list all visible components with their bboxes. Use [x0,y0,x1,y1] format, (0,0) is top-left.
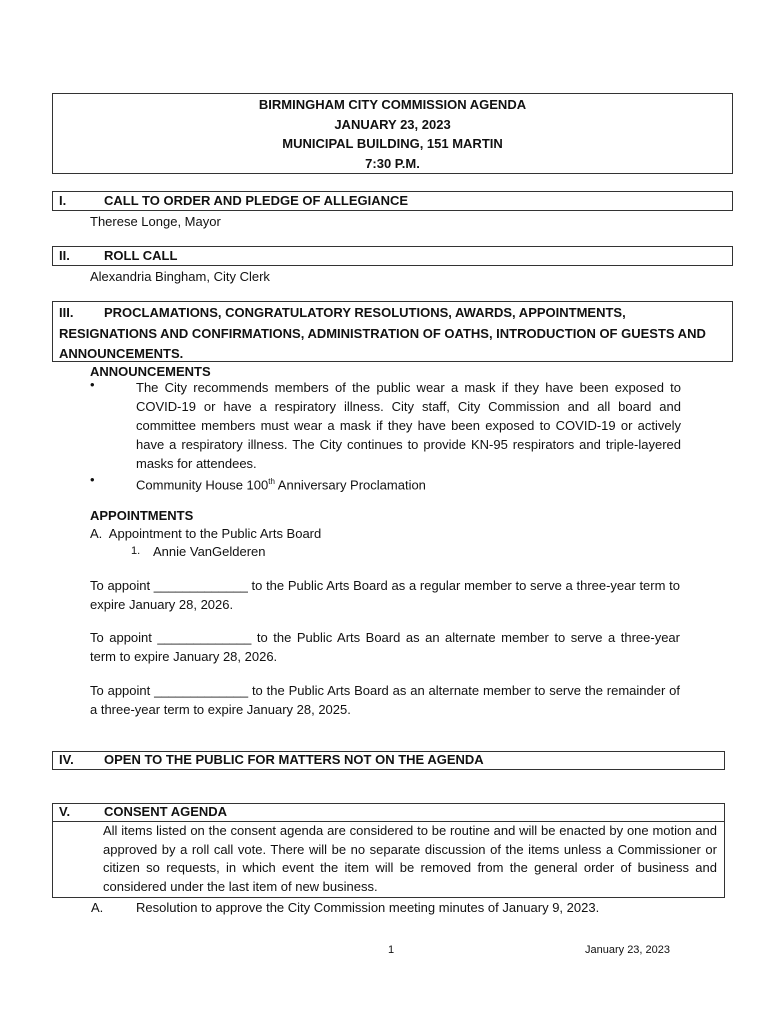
section-5-title: CONSENT AGENDA [104,804,228,819]
header-time: 7:30 P.M. [365,155,420,171]
appointment-motion-regular: To appoint _____________ to the Public Arts Board as a regular member to serve a three-year term to expire January 28, 2026. [90,578,680,612]
section-2-clerk: Alexandria Bingham, City Clerk [90,269,270,284]
section-3-number: III. [59,305,74,320]
section-4-header [52,751,725,770]
section-5-header [53,804,724,822]
section-4-title: OPEN TO THE PUBLIC FOR MATTERS NOT ON THE AGENDA [104,752,484,767]
consent-agenda-description: All items listed on the consent agenda are considered to be routine and will be enacted by one motion and approved by a roll call vote. There will be no separate discussion of the items unless a Commissioner or citizen so requests, in which event the item will be removed from the general order of business and considered under the last item of new business. [103,823,717,894]
appointment-motion-alternate-1: To appoint _____________ to the Public Arts Board as an alternate member to serve a three-year term to expire January 28, 2026. [90,630,680,664]
consent-item-a-text: Resolution to approve the City Commission meeting minutes of January 9, 2023. [136,900,600,915]
ordinal-suffix: th [268,477,275,486]
header-title: BIRMINGHAM CITY COMMISSION AGENDA [258,97,527,112]
section-4-number: IV. [59,752,74,767]
appointment-a1-name: Annie VanGelderen [153,544,266,559]
appointment-item-a: A. Appointment to the Public Arts Board [90,526,322,541]
section-3-header [52,301,733,362]
consent-item-a-letter: A. [91,900,104,915]
appointment-a1-number: 1. [131,545,141,557]
page-number: 1 [388,944,395,956]
footer-date: January 23, 2023 [585,944,671,956]
section-1-title: CALL TO ORDER AND PLEDGE OF ALLEGIANCE [104,193,409,208]
section-3-title: PROCLAMATIONS, CONGRATULATORY RESOLUTIONS, AWARDS, APPOINTMENTS, RESIGNATIONS AND CONFIRMATIONS, ADMINISTRATION OF OATHS, INTRODUCTION OF GUESTS AND ANNOUNCEMENTS. [59,305,706,361]
appointment-motion-alternate-2: To appoint _____________ to the Public Arts Board as an alternate member to serve the remainder of a three-year term to expire January 28, 2025. [90,683,680,717]
section-5-box [52,803,725,898]
announcements-heading: ANNOUNCEMENTS [90,364,211,379]
section-1-presider: Therese Longe, Mayor [90,214,221,229]
header-location: MUNICIPAL BUILDING, 151 MARTIN [282,136,503,151]
proclamation-text: Community House 100 [136,477,269,493]
section-1-number: I. [59,193,67,208]
section-2-title: ROLL CALL [104,248,178,263]
agenda-header [52,93,733,174]
header-date: JANUARY 23, 2023 [334,116,451,132]
proclamation-text-end: Anniversary Proclamation [274,477,426,493]
bullet-dot: • [90,377,95,392]
section-3-heading [59,303,709,365]
announcement-proclamation [136,472,426,494]
section-2-number: II. [59,248,70,263]
appointments-heading: APPOINTMENTS [90,508,194,523]
announcement-mask-notice: The City recommends members of the public wear a mask if they have been exposed to COVID-19 or have a respiratory illness. City staff, City Commission and all board and committee members must wear a mask if they have been exposed to COVID-19 or actively have a respiratory illness. The City continues to provide KN-95 respirators and triple-layered masks for attendees. [136,380,681,471]
bullet-dot: • [90,472,95,487]
section-5-number: V. [59,804,71,819]
section-1-header [52,191,733,211]
section-2-header [52,246,733,266]
